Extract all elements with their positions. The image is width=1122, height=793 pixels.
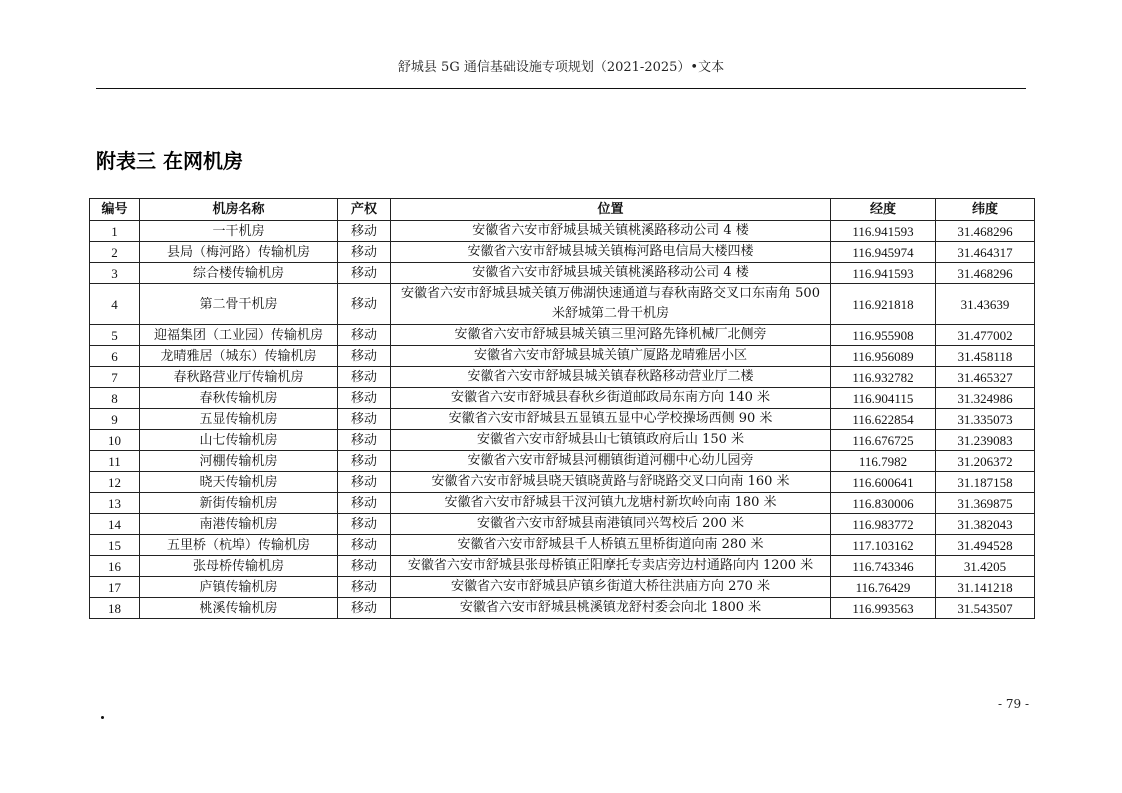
cell-latitude: 31.335073 [936,409,1035,430]
cell-room-name: 新街传输机房 [140,493,338,514]
table-row [90,535,1035,556]
bullet-dot [101,716,104,719]
cell-ownership: 移动 [338,535,391,556]
cell-longitude: 116.921818 [831,284,936,325]
column-header-latitude: 纬度 [936,199,1035,221]
cell-number: 6 [90,346,140,367]
table-row [90,367,1035,388]
cell-longitude: 116.76429 [831,577,936,598]
cell-latitude: 31.468296 [936,263,1035,284]
cell-longitude: 116.955908 [831,325,936,346]
cell-longitude: 117.103162 [831,535,936,556]
cell-location: 安徽省六安市舒城县山七镇镇政府后山 150 米 [391,430,831,451]
cell-latitude: 31.187158 [936,472,1035,493]
cell-ownership: 移动 [338,514,391,535]
cell-room-name: 张母桥传输机房 [140,556,338,577]
cell-ownership: 移动 [338,409,391,430]
cell-location: 安徽省六安市舒城县城关镇三里河路先锋机械厂北侧旁 [391,325,831,346]
table-row [90,451,1035,472]
cell-latitude: 31.543507 [936,598,1035,619]
cell-room-name: 南港传输机房 [140,514,338,535]
column-header-longitude: 经度 [831,199,936,221]
table-row [90,242,1035,263]
cell-room-name: 迎福集团（工业园）传输机房 [140,325,338,346]
table-row [90,577,1035,598]
cell-ownership: 移动 [338,388,391,409]
cell-room-name: 晓天传输机房 [140,472,338,493]
cell-latitude: 31.477002 [936,325,1035,346]
table-body [90,221,1035,619]
cell-ownership: 移动 [338,451,391,472]
header-divider [96,88,1026,89]
cell-number: 7 [90,367,140,388]
cell-longitude: 116.622854 [831,409,936,430]
cell-longitude: 116.830006 [831,493,936,514]
table-row [90,221,1035,242]
page-number: - 79 - [998,697,1030,711]
cell-longitude: 116.676725 [831,430,936,451]
table-row [90,514,1035,535]
cell-latitude: 31.494528 [936,535,1035,556]
cell-location: 安徽省六安市舒城县桃溪镇龙舒村委会向北 1800 米 [391,598,831,619]
cell-room-name: 五里桥（杭埠）传输机房 [140,535,338,556]
cell-room-name: 河棚传输机房 [140,451,338,472]
cell-number: 15 [90,535,140,556]
cell-longitude: 116.941593 [831,263,936,284]
cell-room-name: 一干机房 [140,221,338,242]
cell-longitude: 116.932782 [831,367,936,388]
cell-location: 安徽省六安市舒城县五显镇五显中心学校操场西侧 90 米 [391,409,831,430]
table-row [90,556,1035,577]
cell-longitude: 116.600641 [831,472,936,493]
cell-ownership: 移动 [338,325,391,346]
cell-location: 安徽省六安市舒城县干汊河镇九龙塘村新坎岭向南 180 米 [391,493,831,514]
cell-room-name: 山七传输机房 [140,430,338,451]
table-row [90,284,1035,325]
cell-longitude: 116.904115 [831,388,936,409]
cell-room-name: 春秋路营业厅传输机房 [140,367,338,388]
cell-location: 安徽省六安市舒城县城关镇春秋路移动营业厅二楼 [391,367,831,388]
cell-number: 2 [90,242,140,263]
cell-number: 17 [90,577,140,598]
cell-ownership: 移动 [338,284,391,325]
cell-ownership: 移动 [338,242,391,263]
cell-number: 16 [90,556,140,577]
table-header-row [90,199,1035,221]
cell-longitude: 116.956089 [831,346,936,367]
table-row [90,409,1035,430]
cell-ownership: 移动 [338,598,391,619]
column-header-room-name: 机房名称 [140,199,338,221]
cell-location: 安徽省六安市舒城县城关镇万佛湖快速通道与春秋南路交叉口东南角 500 米舒城第二骨干机房 [391,284,831,325]
cell-number: 3 [90,263,140,284]
cell-location: 安徽省六安市舒城县张母桥镇正阳摩托专卖店旁边村通路向内 1200 米 [391,556,831,577]
cell-longitude: 116.945974 [831,242,936,263]
cell-location: 安徽省六安市舒城县晓天镇晓黄路与舒晓路交叉口向南 160 米 [391,472,831,493]
cell-longitude: 116.743346 [831,556,936,577]
cell-location: 安徽省六安市舒城县南港镇同兴驾校后 200 米 [391,514,831,535]
column-header-ownership: 产权 [338,199,391,221]
cell-latitude: 31.458118 [936,346,1035,367]
cell-number: 13 [90,493,140,514]
cell-location: 安徽省六安市舒城县城关镇梅河路电信局大楼四楼 [391,242,831,263]
cell-latitude: 31.141218 [936,577,1035,598]
cell-number: 8 [90,388,140,409]
cell-room-name: 庐镇传输机房 [140,577,338,598]
table-row [90,430,1035,451]
cell-ownership: 移动 [338,346,391,367]
cell-number: 5 [90,325,140,346]
cell-latitude: 31.206372 [936,451,1035,472]
cell-room-name: 春秋传输机房 [140,388,338,409]
table-row [90,388,1035,409]
cell-location: 安徽省六安市舒城县春秋乡街道邮政局东南方向 140 米 [391,388,831,409]
cell-location: 安徽省六安市舒城县河棚镇街道河棚中心幼儿园旁 [391,451,831,472]
cell-location: 安徽省六安市舒城县千人桥镇五里桥街道向南 280 米 [391,535,831,556]
cell-ownership: 移动 [338,577,391,598]
cell-number: 9 [90,409,140,430]
cell-room-name: 五显传输机房 [140,409,338,430]
cell-latitude: 31.464317 [936,242,1035,263]
column-header-location: 位置 [391,199,831,221]
cell-latitude: 31.465327 [936,367,1035,388]
cell-latitude: 31.369875 [936,493,1035,514]
cell-room-name: 县局（梅河路）传输机房 [140,242,338,263]
cell-location: 安徽省六安市舒城县庐镇乡街道大桥往洪庙方向 270 米 [391,577,831,598]
column-header-number: 编号 [90,199,140,221]
cell-location: 安徽省六安市舒城县城关镇广厦路龙晴雅居小区 [391,346,831,367]
table-row [90,598,1035,619]
cell-room-name: 龙晴雅居（城东）传输机房 [140,346,338,367]
cell-room-name: 第二骨干机房 [140,284,338,325]
table-row [90,346,1035,367]
table-row [90,263,1035,284]
cell-latitude: 31.468296 [936,221,1035,242]
cell-number: 12 [90,472,140,493]
table-row [90,472,1035,493]
cell-ownership: 移动 [338,367,391,388]
cell-longitude: 116.7982 [831,451,936,472]
machine-room-table [89,198,1035,619]
cell-location: 安徽省六安市舒城县城关镇桃溪路移动公司 4 楼 [391,263,831,284]
cell-longitude: 116.993563 [831,598,936,619]
cell-latitude: 31.4205 [936,556,1035,577]
cell-latitude: 31.43639 [936,284,1035,325]
table-row [90,493,1035,514]
document-header: 舒城县 5G 通信基础设施专项规划（2021-2025）•文本 [397,60,725,75]
cell-latitude: 31.324986 [936,388,1035,409]
cell-ownership: 移动 [338,493,391,514]
cell-room-name: 桃溪传输机房 [140,598,338,619]
cell-location: 安徽省六安市舒城县城关镇桃溪路移动公司 4 楼 [391,221,831,242]
cell-ownership: 移动 [338,556,391,577]
section-title: 附表三 在网机房 [96,149,243,173]
cell-number: 1 [90,221,140,242]
cell-longitude: 116.941593 [831,221,936,242]
cell-number: 10 [90,430,140,451]
cell-ownership: 移动 [338,221,391,242]
cell-ownership: 移动 [338,472,391,493]
cell-room-name: 综合楼传输机房 [140,263,338,284]
cell-longitude: 116.983772 [831,514,936,535]
table-row [90,325,1035,346]
cell-ownership: 移动 [338,263,391,284]
cell-latitude: 31.382043 [936,514,1035,535]
cell-ownership: 移动 [338,430,391,451]
cell-number: 4 [90,284,140,325]
cell-latitude: 31.239083 [936,430,1035,451]
cell-number: 14 [90,514,140,535]
cell-number: 18 [90,598,140,619]
cell-number: 11 [90,451,140,472]
